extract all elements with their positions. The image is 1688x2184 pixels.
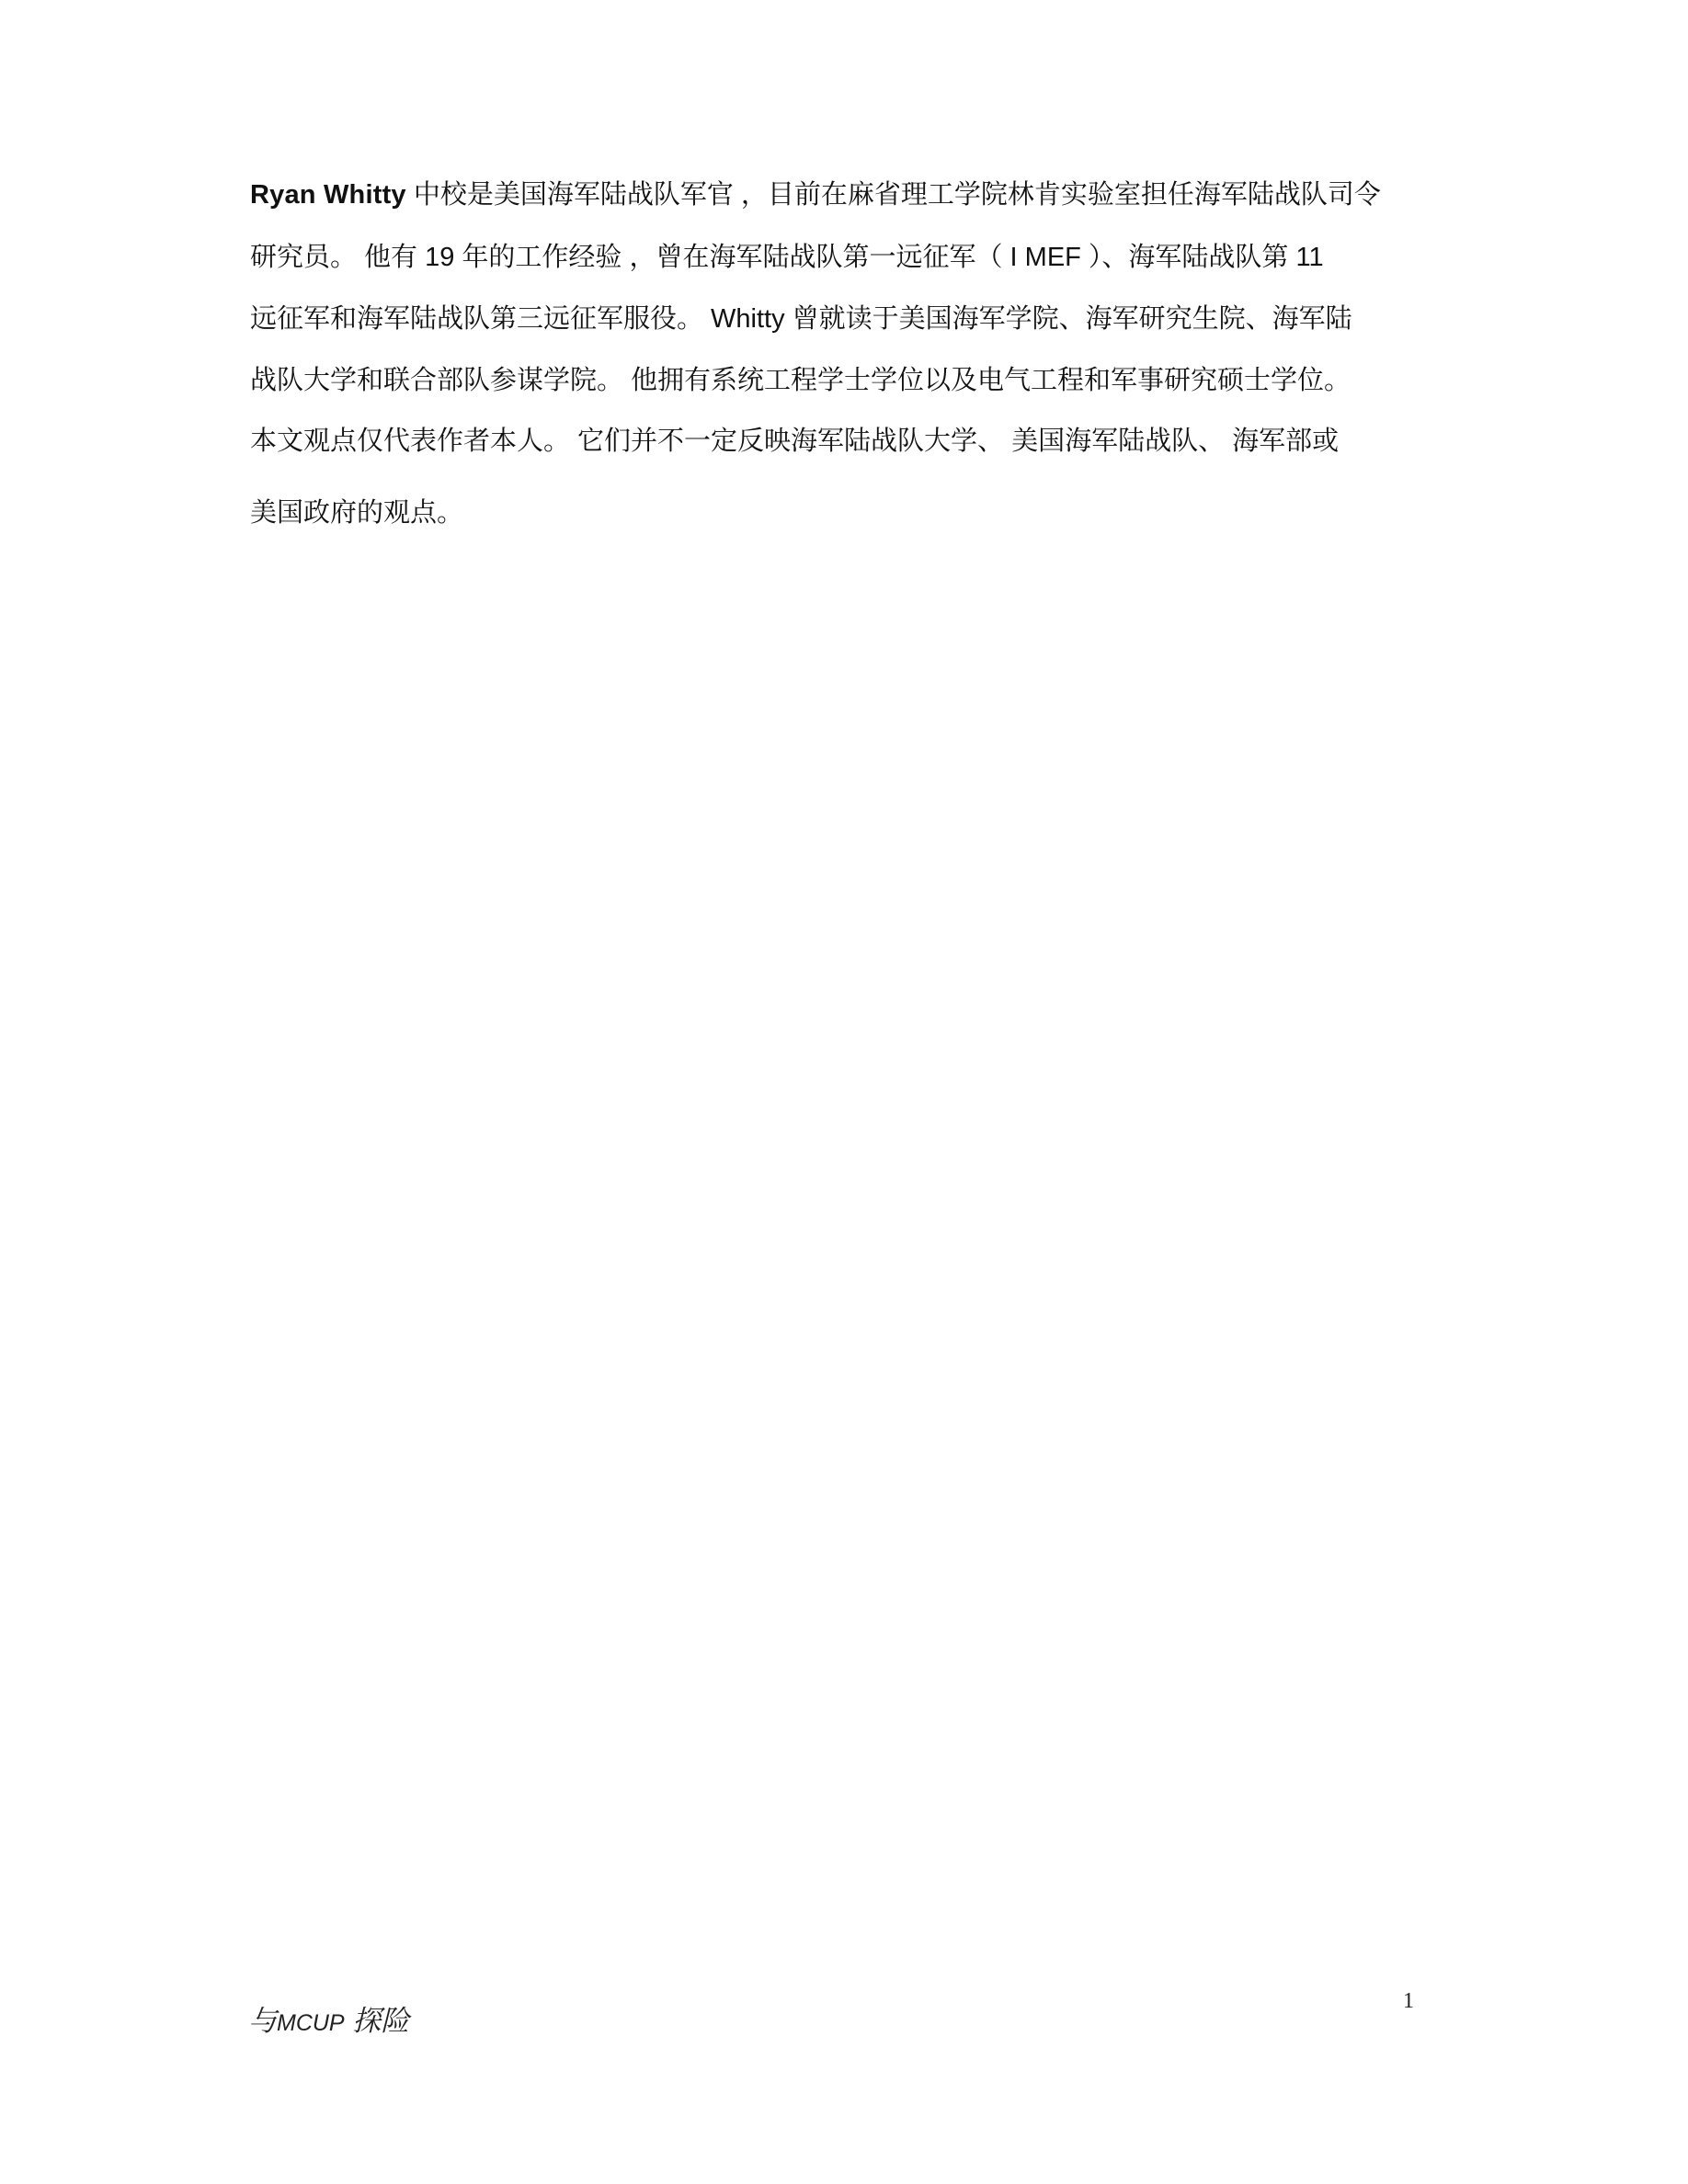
bio-line-3: 远征军和海军陆战队第三远征军服役。 Whitty 曾就读于美国海军学院、海军研究生院、海军陆 xyxy=(250,304,1352,334)
page-number: 1 xyxy=(1403,1989,1414,2013)
footer-suffix: 探险 xyxy=(344,2005,410,2037)
bio-line-5: 本文观点仅代表作者本人。 它们并不一定反映海军陆战队大学、 美国海军陆战队、 海军部或 xyxy=(250,427,1340,456)
footer-publication xyxy=(248,1997,409,2039)
footer-prefix: 与 xyxy=(248,2005,277,2037)
author-name: Ryan Whitty xyxy=(250,180,406,210)
bio-line-6: 美国政府的观点。 xyxy=(250,498,464,528)
bio-line-4: 战队大学和联合部队参谋学院。 他拥有系统工程学士学位以及电气工程和军事研究硕士学位。 xyxy=(250,366,1352,395)
bio-line-1-text: 中校是美国海军陆战队军官 ，目前在麻省理工学院林肯实验室担任海军陆战队司令 xyxy=(405,180,1381,210)
bio-line-2: 研究员。 他有 19 年的工作经验 ，曾在海军陆战队第一远征军（ I MEF ）、海军陆战队第 11 xyxy=(250,243,1324,272)
footer-publisher: MCUP xyxy=(277,2010,345,2036)
bio-line-1 xyxy=(250,178,1381,211)
